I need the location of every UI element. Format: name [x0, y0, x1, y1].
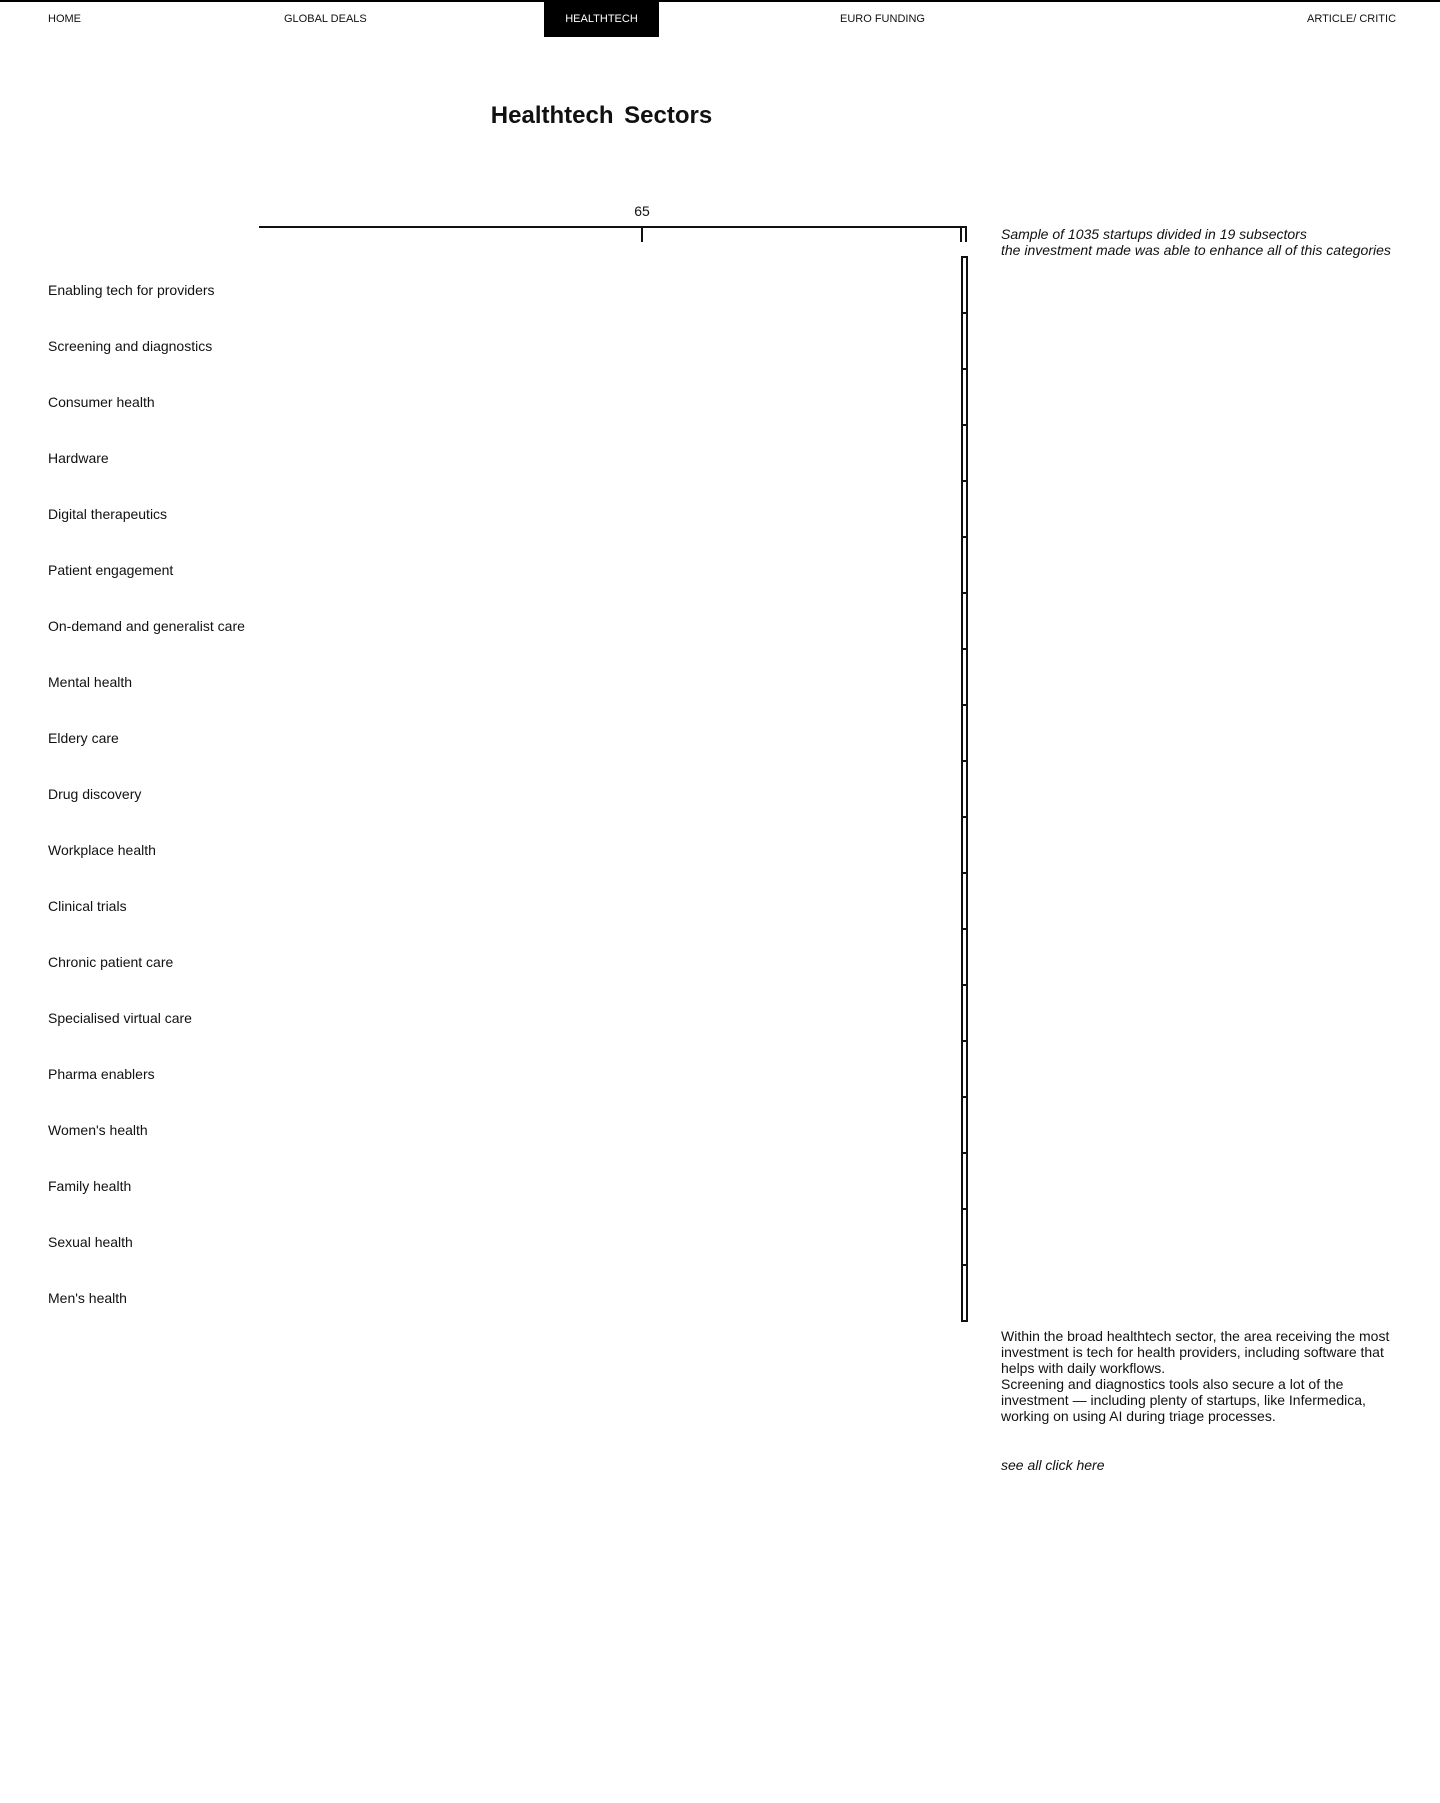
sample-note-line2: the investment made was able to enhance all of this categories [1001, 242, 1391, 258]
sector-label: Workplace health [48, 842, 156, 858]
sector-label: Consumer health [48, 394, 155, 410]
sector-label: Clinical trials [48, 898, 127, 914]
page-title: Healthtech Sectors [490, 102, 713, 129]
nav-euro-funding[interactable]: EURO FUNDING [840, 13, 925, 25]
sector-label: Specialised virtual care [48, 1010, 192, 1026]
axis-line [259, 226, 967, 228]
sector-label: Pharma enablers [48, 1066, 155, 1082]
axis-tick-label: 65 [634, 203, 650, 219]
sector-label: Hardware [48, 450, 109, 466]
top-border-rule [0, 0, 1440, 2]
sector-label: Chronic patient care [48, 954, 174, 970]
sector-label: Patient engagement [48, 562, 174, 578]
sector-label: Family health [48, 1178, 132, 1194]
sector-label: Screening and diagnostics [48, 338, 213, 354]
sample-note [1001, 226, 1391, 258]
sector-label: On-demand and generalist care [48, 618, 245, 634]
bar-column-frame [962, 257, 967, 1321]
nav-article-critic[interactable]: ARTICLE/ CRITIC [1307, 13, 1397, 25]
axis-end-tick [965, 228, 967, 242]
axis-end-tick-outer [960, 228, 962, 242]
sector-label: Drug discovery [48, 786, 142, 802]
sector-label: Women's health [48, 1122, 148, 1138]
sector-description [1001, 1328, 1401, 1424]
axis-tick [641, 228, 643, 242]
description-paragraph-2: Screening and diagnostics tools also secure a lot of the investment — including plenty of startups, like Infermedica, working on using AI during triage processes. [1001, 1376, 1366, 1424]
nav-home[interactable]: HOME [48, 13, 81, 25]
sector-label: Sexual health [48, 1234, 133, 1250]
description-paragraph-1: Within the broad healthtech sector, the area receiving the most investment is tech for health providers, including software that helps with daily workflows. [1001, 1328, 1390, 1376]
sector-label: Mental health [48, 674, 133, 690]
sector-label: Digital therapeutics [48, 506, 168, 522]
nav-healthtech[interactable]: HEALTHTECH [544, 2, 659, 37]
sector-label: Enabling tech for providers [48, 282, 215, 298]
sample-note-line1: Sample of 1035 startups divided in 19 subsectors [1001, 226, 1307, 242]
sector-label: Eldery care [48, 730, 119, 746]
nav-global-deals[interactable]: GLOBAL DEALS [284, 13, 367, 25]
see-all-link[interactable]: see all click here [1001, 1457, 1105, 1473]
sector-label: Men's health [48, 1290, 127, 1306]
